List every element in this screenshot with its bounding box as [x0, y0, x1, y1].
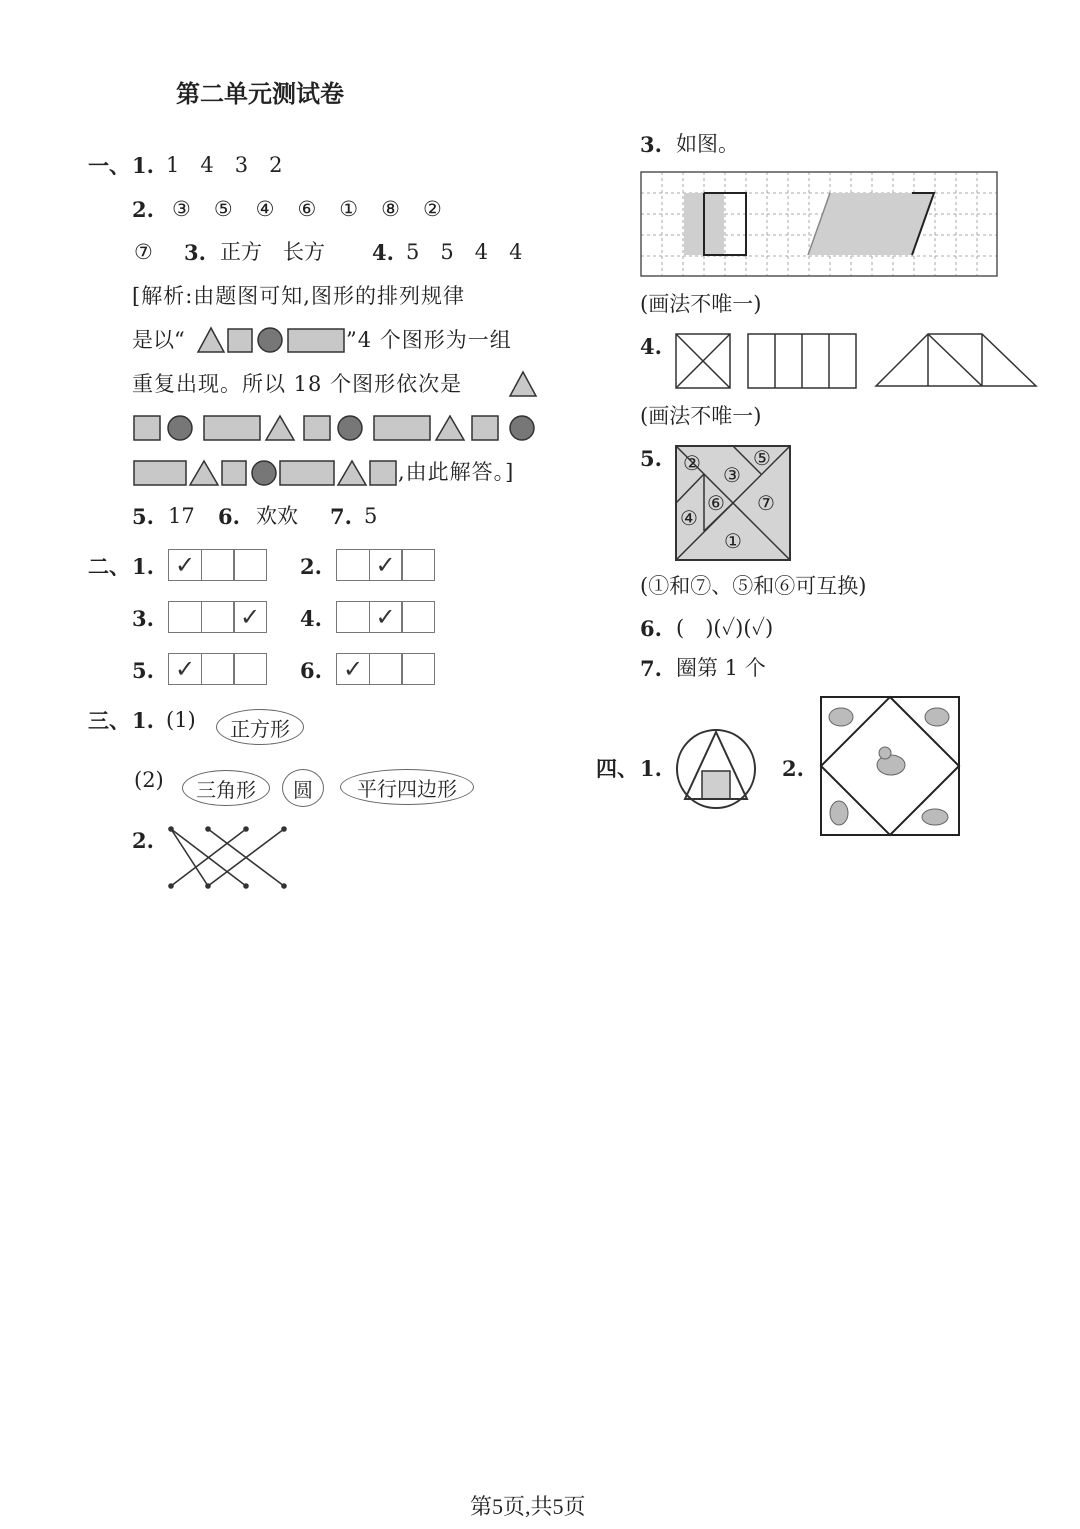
- p2-q6-boxes: [336, 653, 435, 685]
- r-q7-number: 7.: [640, 656, 662, 681]
- p3-q2-number: 2.: [132, 828, 154, 853]
- divided-shapes-figure: [674, 332, 1040, 390]
- p2-q6-number: 6.: [300, 658, 322, 683]
- q4-answer: 5 5 4 4: [406, 240, 523, 264]
- tangram-label-1: ①: [724, 529, 742, 553]
- q5-number: 5.: [132, 504, 154, 529]
- q2-answer: ③ ⑤ ④ ⑥ ① ⑧ ②: [172, 197, 443, 221]
- circled-answer-triangle: 三角形: [182, 770, 270, 806]
- p2-q4-boxes: [336, 601, 435, 633]
- matching-lines-diagram: [164, 822, 294, 894]
- section-label-3: 三、: [88, 708, 130, 733]
- answer-box: [401, 653, 435, 685]
- q3-number: 3.: [184, 240, 206, 265]
- answer-box: [401, 549, 435, 581]
- checked-answer-box: ✓: [369, 549, 403, 581]
- q3-answer: 正方 长方: [220, 240, 325, 264]
- grid-drawing-figure: [640, 171, 1000, 279]
- q7-number: 7.: [330, 504, 352, 529]
- q5-answer: 17: [168, 504, 195, 528]
- tangram-label-4: ④: [680, 506, 698, 530]
- section-label-4: 四、: [596, 756, 638, 781]
- answer-box: [201, 601, 235, 633]
- page-title: 第二单元测试卷: [176, 82, 344, 108]
- r-q3-number: 3.: [640, 132, 662, 157]
- p4-q1-number: 1.: [640, 756, 662, 781]
- p2-q2-boxes: [336, 549, 435, 581]
- shape-sequence-row-2: [132, 456, 404, 490]
- r-note-2: (画法不唯一): [640, 404, 762, 428]
- shape-sequence-row-1: [132, 411, 540, 445]
- answer-box: [233, 549, 267, 581]
- triangle-shape-icon: [508, 368, 538, 400]
- tangram-label-6: ⑥: [707, 491, 725, 515]
- answer-box: [336, 601, 370, 633]
- p2-q3-number: 3.: [132, 606, 154, 631]
- analysis-line-3: 重复出现。所以 18 个图形依次是: [132, 372, 463, 396]
- answer-box: [336, 549, 370, 581]
- q2-answer-cont: ⑦: [134, 240, 153, 264]
- pattern-group-figure: [196, 324, 348, 356]
- p4-q2-number: 2.: [782, 756, 804, 781]
- p2-q5-boxes: [168, 653, 267, 685]
- circled-answer-circle: 圆: [282, 769, 324, 807]
- analysis-line-2-post: ”4 个图形为一组: [346, 328, 512, 352]
- q4-number: 4.: [372, 240, 394, 265]
- r-q6-answer: ( )(✓)(✓): [676, 616, 774, 640]
- r-q3-text: 如图。: [676, 132, 739, 156]
- answer-box: [233, 653, 267, 685]
- r-note-1: (画法不唯一): [640, 292, 762, 316]
- analysis-line-1: [解析:由题图可知,图形的排列规律: [132, 284, 465, 308]
- checked-answer-box: ✓: [168, 549, 202, 581]
- r-q7-answer: 圈第 1 个: [676, 656, 766, 680]
- tangram-label-3: ③: [723, 463, 741, 487]
- q7-answer: 5: [364, 504, 378, 528]
- answer-box: [201, 549, 235, 581]
- checked-answer-box: ✓: [369, 601, 403, 633]
- tangram-figure: [674, 444, 792, 562]
- answer-box: [168, 601, 202, 633]
- page-footer: 第5页,共5页: [470, 1494, 586, 1519]
- p3-q1-number: 1.: [132, 708, 154, 733]
- r-q4-number: 4.: [640, 334, 662, 359]
- q1-number: 1.: [132, 153, 154, 178]
- p2-q1-number: 1.: [132, 554, 154, 579]
- checked-answer-box: ✓: [233, 601, 267, 633]
- circle-triangle-square-figure: [674, 727, 758, 811]
- circled-answer-square: 正方形: [216, 709, 304, 745]
- checked-answer-box: ✓: [336, 653, 370, 685]
- p2-q5-number: 5.: [132, 658, 154, 683]
- analysis-line-5-post: ,由此解答。]: [398, 460, 515, 484]
- circled-answer-parallelogram: 平行四边形: [340, 769, 474, 805]
- p2-q1-boxes: [168, 549, 267, 581]
- q6-number: 6.: [218, 504, 240, 529]
- p2-q4-number: 4.: [300, 606, 322, 631]
- q6-answer: 欢欢: [256, 504, 298, 528]
- r-q5-note: (①和⑦、⑤和⑥可互换): [640, 574, 867, 598]
- p2-q2-number: 2.: [300, 554, 322, 579]
- tangram-label-2: ②: [683, 451, 701, 475]
- q1-answer: 1 4 3 2: [166, 153, 283, 177]
- q2-number: 2.: [132, 197, 154, 222]
- tangram-label-5: ⑤: [753, 446, 771, 470]
- tangram-label-7: ⑦: [757, 491, 775, 515]
- checked-answer-box: ✓: [168, 653, 202, 685]
- p2-q3-boxes: [168, 601, 267, 633]
- r-q6-number: 6.: [640, 616, 662, 641]
- r-q5-number: 5.: [640, 446, 662, 471]
- p3-sub2-label: (2): [134, 768, 164, 792]
- answer-box: [201, 653, 235, 685]
- section-label-1: 一、: [88, 153, 130, 178]
- p3-sub1-label: (1): [166, 708, 196, 732]
- analysis-line-2-pre: 是以“: [132, 328, 185, 352]
- answer-box: [369, 653, 403, 685]
- answer-box: [401, 601, 435, 633]
- square-diamond-figure: [819, 695, 961, 837]
- section-label-2: 二、: [88, 554, 130, 579]
